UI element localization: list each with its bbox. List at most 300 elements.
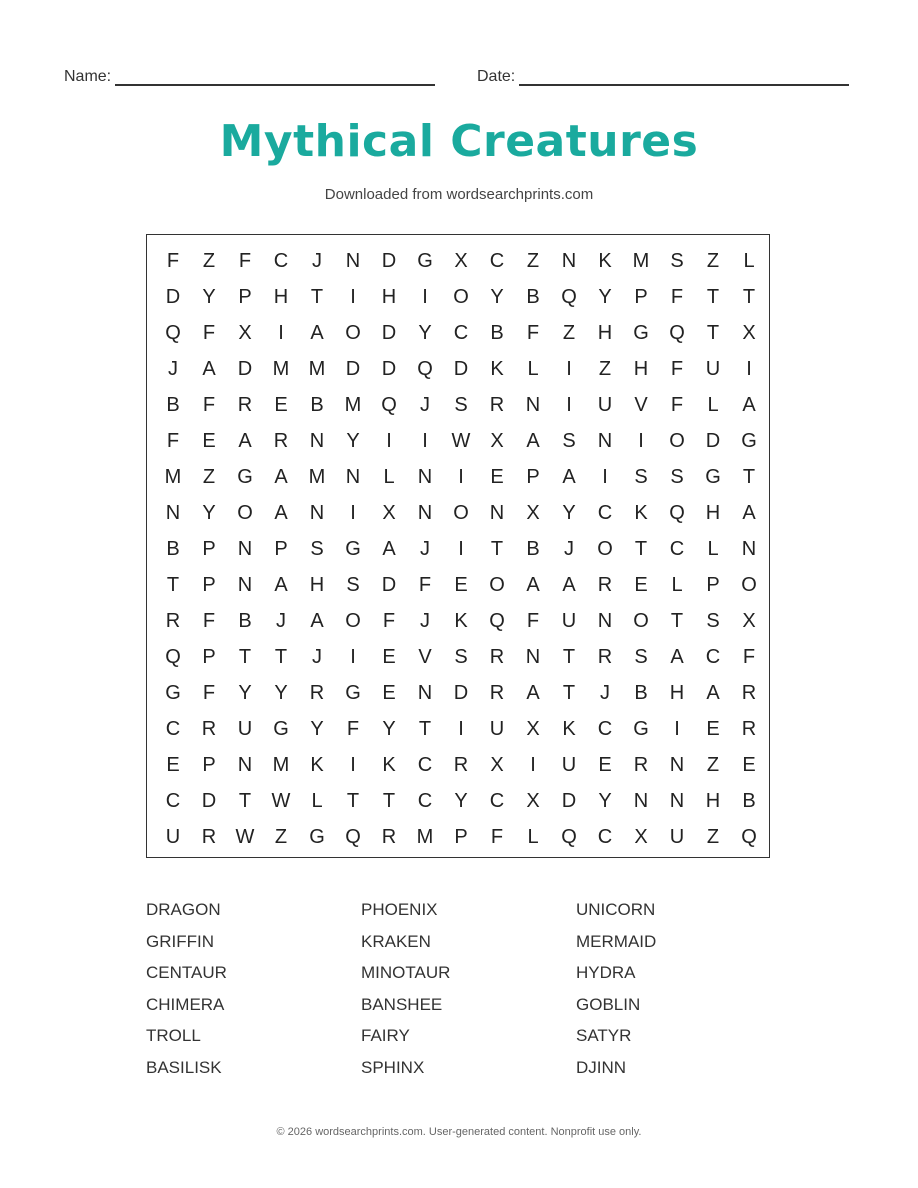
grid-letter[interactable]: Y xyxy=(310,717,324,740)
grid-letter[interactable]: U xyxy=(561,609,577,632)
grid-letter[interactable]: Z xyxy=(526,249,540,272)
grid-letter[interactable]: F xyxy=(418,573,432,596)
grid-letter[interactable]: A xyxy=(310,609,324,632)
grid-letter[interactable]: L xyxy=(527,357,539,380)
grid-letter[interactable]: T xyxy=(418,717,432,740)
grid-letter[interactable]: P xyxy=(274,537,288,560)
grid-letter[interactable]: T xyxy=(742,465,756,488)
grid-letter[interactable]: N xyxy=(417,465,433,488)
grid-letter[interactable]: D xyxy=(381,321,397,344)
grid-letter[interactable]: Z xyxy=(706,753,720,776)
grid-letter[interactable]: R xyxy=(633,753,649,776)
grid-letter[interactable]: N xyxy=(237,573,253,596)
name-field[interactable] xyxy=(64,68,435,86)
grid-letter[interactable]: R xyxy=(381,825,397,848)
grid-letter[interactable]: G xyxy=(237,465,253,488)
grid-letter[interactable]: U xyxy=(489,717,505,740)
grid-letter[interactable]: S xyxy=(670,249,684,272)
grid-letter[interactable]: X xyxy=(526,501,540,524)
grid-letter[interactable]: B xyxy=(490,321,504,344)
grid-letter[interactable]: M xyxy=(632,249,650,272)
grid-letter[interactable]: Y xyxy=(562,501,576,524)
grid-letter[interactable]: S xyxy=(706,609,720,632)
grid-letter[interactable]: Q xyxy=(669,501,685,524)
grid-letter[interactable]: N xyxy=(345,465,361,488)
grid-letter[interactable]: U xyxy=(597,393,613,416)
grid-letter[interactable]: J xyxy=(564,537,574,560)
grid-letter[interactable]: T xyxy=(382,789,396,812)
grid-letter[interactable]: B xyxy=(238,609,252,632)
grid-letter[interactable]: N xyxy=(669,753,685,776)
grid-letter[interactable]: K xyxy=(310,753,324,776)
grid-letter[interactable]: F xyxy=(742,645,756,668)
grid-letter[interactable]: Y xyxy=(490,285,504,308)
grid-row xyxy=(155,243,767,279)
grid-letter[interactable]: Q xyxy=(345,825,361,848)
grid-letter[interactable]: I xyxy=(566,357,572,380)
grid-letter[interactable]: F xyxy=(202,321,216,344)
grid-letter[interactable]: Q xyxy=(669,321,685,344)
grid-letter[interactable]: R xyxy=(237,393,253,416)
grid-letter[interactable]: Y xyxy=(598,789,612,812)
grid-letter[interactable]: X xyxy=(742,609,756,632)
grid-letter[interactable]: R xyxy=(201,825,217,848)
grid-letter[interactable]: S xyxy=(634,465,648,488)
grid-letter[interactable]: R xyxy=(597,573,613,596)
grid-letter[interactable]: C xyxy=(489,249,505,272)
grid-letter[interactable]: Z xyxy=(706,249,720,272)
grid-letter[interactable]: Y xyxy=(346,429,360,452)
grid-letter[interactable]: T xyxy=(490,537,504,560)
grid-letter[interactable]: F xyxy=(238,249,252,272)
grid-letter[interactable]: D xyxy=(453,681,469,704)
grid-letter[interactable]: C xyxy=(453,321,469,344)
grid-letter[interactable]: Y xyxy=(598,285,612,308)
grid-letter[interactable]: S xyxy=(670,465,684,488)
grid-letter[interactable]: C xyxy=(417,753,433,776)
grid-letter[interactable]: R xyxy=(597,645,613,668)
grid-letter[interactable]: O xyxy=(741,573,757,596)
grid-letter[interactable]: F xyxy=(166,429,180,452)
grid-letter[interactable]: O xyxy=(453,285,469,308)
grid-letter[interactable]: Z xyxy=(274,825,288,848)
grid-letter[interactable]: T xyxy=(166,573,180,596)
grid-letter[interactable]: S xyxy=(310,537,324,560)
grid-letter[interactable]: H xyxy=(633,357,649,380)
grid-letter[interactable]: Y xyxy=(202,501,216,524)
grid-letter[interactable]: P xyxy=(202,753,216,776)
grid-letter[interactable]: S xyxy=(454,393,468,416)
grid-letter[interactable]: Q xyxy=(165,645,181,668)
grid-letter[interactable]: S xyxy=(346,573,360,596)
grid-letter[interactable]: U xyxy=(561,753,577,776)
grid-letter[interactable]: P xyxy=(202,537,216,560)
grid-letter[interactable]: X xyxy=(490,429,504,452)
grid-letter[interactable]: O xyxy=(633,609,649,632)
grid-letter[interactable]: E xyxy=(202,429,216,452)
grid-letter[interactable]: N xyxy=(489,501,505,524)
grid-letter[interactable]: I xyxy=(386,429,392,452)
grid-letter[interactable]: Y xyxy=(382,717,396,740)
grid-letter[interactable]: A xyxy=(742,501,756,524)
grid-letter[interactable]: Y xyxy=(238,681,252,704)
grid-letter[interactable]: U xyxy=(165,825,181,848)
grid-letter[interactable]: E xyxy=(454,573,468,596)
grid-letter[interactable]: O xyxy=(345,321,361,344)
grid-letter[interactable]: J xyxy=(600,681,610,704)
grid-letter[interactable]: T xyxy=(742,285,756,308)
grid-letter[interactable]: I xyxy=(422,285,428,308)
grid-letter[interactable]: N xyxy=(237,753,253,776)
grid-letter[interactable]: E xyxy=(634,573,648,596)
grid-letter[interactable]: C xyxy=(597,501,613,524)
grid-letter[interactable]: K xyxy=(598,249,612,272)
grid-letter[interactable]: B xyxy=(310,393,324,416)
grid-letter[interactable]: V xyxy=(418,645,432,668)
grid-letter[interactable]: N xyxy=(237,537,253,560)
grid-letter[interactable]: N xyxy=(309,501,325,524)
grid-letter[interactable]: G xyxy=(705,465,721,488)
grid-letter[interactable]: I xyxy=(422,429,428,452)
grid-letter[interactable]: J xyxy=(312,645,322,668)
grid-letter[interactable]: F xyxy=(346,717,360,740)
grid-letter[interactable]: A xyxy=(526,573,540,596)
grid-letter[interactable]: G xyxy=(633,321,649,344)
grid-letter[interactable]: O xyxy=(453,501,469,524)
grid-letter[interactable]: H xyxy=(705,501,721,524)
grid-letter[interactable]: W xyxy=(235,825,255,848)
grid-letter[interactable]: G xyxy=(633,717,649,740)
grid-letter[interactable]: E xyxy=(742,753,756,776)
name-input-line[interactable] xyxy=(115,70,435,86)
grid-letter[interactable]: N xyxy=(669,789,685,812)
grid-letter[interactable]: A xyxy=(526,681,540,704)
grid-letter[interactable]: E xyxy=(274,393,288,416)
grid-letter[interactable]: B xyxy=(742,789,756,812)
grid-letter[interactable]: U xyxy=(669,825,685,848)
grid-letter[interactable]: T xyxy=(706,285,720,308)
grid-letter[interactable]: I xyxy=(638,429,644,452)
grid-letter[interactable]: G xyxy=(165,681,181,704)
grid-letter[interactable]: B xyxy=(526,537,540,560)
grid-letter[interactable]: B xyxy=(166,537,180,560)
grid-letter[interactable]: R xyxy=(489,393,505,416)
grid-letter[interactable]: C xyxy=(417,789,433,812)
grid-letter[interactable]: K xyxy=(454,609,468,632)
grid-row xyxy=(155,567,767,603)
grid-letter[interactable]: H xyxy=(597,321,613,344)
grid-letter[interactable]: I xyxy=(458,717,464,740)
grid-letter[interactable]: L xyxy=(383,465,395,488)
grid-letter[interactable]: Y xyxy=(274,681,288,704)
grid-letter[interactable]: D xyxy=(165,285,181,308)
grid-letter[interactable]: N xyxy=(165,501,181,524)
grid-letter[interactable]: G xyxy=(345,681,361,704)
grid-letter[interactable]: X xyxy=(526,717,540,740)
grid-letter[interactable]: Y xyxy=(202,285,216,308)
grid-letter[interactable]: F xyxy=(202,393,216,416)
grid-letter[interactable]: J xyxy=(168,357,178,380)
grid-letter[interactable]: I xyxy=(530,753,536,776)
grid-letter[interactable]: M xyxy=(164,465,182,488)
grid-letter[interactable]: H xyxy=(309,573,325,596)
grid-letter[interactable]: P xyxy=(238,285,252,308)
grid-letter[interactable]: E xyxy=(706,717,720,740)
grid-letter[interactable]: C xyxy=(273,249,289,272)
grid-letter[interactable]: I xyxy=(350,285,356,308)
grid-letter[interactable]: N xyxy=(345,249,361,272)
grid-letter[interactable]: P xyxy=(202,645,216,668)
grid-letter[interactable]: P xyxy=(526,465,540,488)
grid-letter[interactable]: G xyxy=(741,429,757,452)
grid-letter[interactable]: I xyxy=(458,537,464,560)
grid-letter[interactable]: M xyxy=(344,393,362,416)
grid-letter[interactable]: X xyxy=(526,789,540,812)
grid-letter[interactable]: M xyxy=(272,357,290,380)
grid-letter[interactable]: A xyxy=(526,429,540,452)
grid-letter[interactable]: T xyxy=(310,285,324,308)
grid-letter[interactable]: H xyxy=(273,285,289,308)
grid-letter[interactable]: D xyxy=(237,357,253,380)
grid-letter[interactable]: M xyxy=(272,753,290,776)
grid-letter[interactable]: K xyxy=(490,357,504,380)
grid-letter[interactable]: L xyxy=(671,573,683,596)
grid-letter[interactable]: A xyxy=(274,465,288,488)
grid-letter[interactable]: F xyxy=(490,825,504,848)
grid-letter[interactable]: J xyxy=(276,609,286,632)
grid-letter[interactable]: H xyxy=(381,285,397,308)
grid-letter[interactable]: F xyxy=(670,357,684,380)
grid-letter[interactable]: G xyxy=(273,717,289,740)
date-field[interactable] xyxy=(477,68,849,86)
grid-letter[interactable]: X xyxy=(634,825,648,848)
grid-letter[interactable]: X xyxy=(454,249,468,272)
grid-letter[interactable]: C xyxy=(597,717,613,740)
grid-letter[interactable]: C xyxy=(705,645,721,668)
grid-letter[interactable]: J xyxy=(312,249,322,272)
grid-letter[interactable]: O xyxy=(237,501,253,524)
grid-letter[interactable]: Z xyxy=(202,465,216,488)
grid-letter[interactable]: N xyxy=(309,429,325,452)
grid-letter[interactable]: X xyxy=(490,753,504,776)
grid-letter[interactable]: Q xyxy=(381,393,397,416)
grid-letter[interactable]: A xyxy=(562,465,576,488)
grid-letter[interactable]: I xyxy=(350,645,356,668)
grid-letter[interactable]: F xyxy=(526,609,540,632)
grid-letter[interactable]: W xyxy=(451,429,471,452)
grid-letter[interactable]: T xyxy=(562,645,576,668)
grid-letter[interactable]: T xyxy=(634,537,648,560)
word-list-item: MERMAID xyxy=(576,931,657,951)
grid-letter[interactable]: D xyxy=(381,249,397,272)
grid-letter[interactable]: N xyxy=(597,429,613,452)
grid-letter[interactable]: Z xyxy=(598,357,612,380)
grid-letter[interactable]: N xyxy=(633,789,649,812)
grid-letter[interactable]: Z xyxy=(562,321,576,344)
grid-letter[interactable]: K xyxy=(562,717,576,740)
grid-letter[interactable]: S xyxy=(562,429,576,452)
grid-letter[interactable]: A xyxy=(202,357,216,380)
grid-letter[interactable]: L xyxy=(707,537,719,560)
grid-letter[interactable]: J xyxy=(420,537,430,560)
grid-letter[interactable]: D xyxy=(561,789,577,812)
grid-letter[interactable]: C xyxy=(489,789,505,812)
grid-letter[interactable]: A xyxy=(274,501,288,524)
grid-letter[interactable]: M xyxy=(308,357,326,380)
grid-letter[interactable]: P xyxy=(454,825,468,848)
grid-letter[interactable]: T xyxy=(238,789,252,812)
grid-letter[interactable]: E xyxy=(382,645,396,668)
grid-letter[interactable]: O xyxy=(489,573,505,596)
grid-letter[interactable]: T xyxy=(274,645,288,668)
grid-letter[interactable]: P xyxy=(202,573,216,596)
grid-letter[interactable]: I xyxy=(350,753,356,776)
grid-letter[interactable]: I xyxy=(674,717,680,740)
grid-letter[interactable]: I xyxy=(458,465,464,488)
grid-letter[interactable]: I xyxy=(746,357,752,380)
grid-letter[interactable]: X xyxy=(742,321,756,344)
grid-letter[interactable]: N xyxy=(561,249,577,272)
grid-letter[interactable]: F xyxy=(670,285,684,308)
grid-letter[interactable]: S xyxy=(454,645,468,668)
grid-row xyxy=(155,603,767,639)
grid-letter[interactable]: H xyxy=(669,681,685,704)
grid-letter[interactable]: C xyxy=(597,825,613,848)
grid-letter[interactable]: A xyxy=(742,393,756,416)
grid-letter[interactable]: F xyxy=(526,321,540,344)
grid-letter[interactable]: F xyxy=(382,609,396,632)
grid-letter[interactable]: F xyxy=(202,681,216,704)
grid-letter[interactable]: L xyxy=(707,393,719,416)
grid-letter[interactable]: N xyxy=(597,609,613,632)
grid-letter[interactable]: Q xyxy=(561,285,577,308)
grid-letter[interactable]: P xyxy=(706,573,720,596)
grid-letter[interactable]: A xyxy=(274,573,288,596)
grid-letter[interactable]: G xyxy=(417,249,433,272)
grid-letter[interactable]: C xyxy=(165,717,181,740)
grid-letter[interactable]: A xyxy=(562,573,576,596)
grid-letter[interactable]: Y xyxy=(418,321,432,344)
grid-letter[interactable]: Q xyxy=(489,609,505,632)
grid-letter[interactable]: G xyxy=(345,537,361,560)
grid-letter[interactable]: I xyxy=(566,393,572,416)
grid-letter[interactable]: Z xyxy=(706,825,720,848)
grid-letter[interactable]: D xyxy=(381,573,397,596)
grid-letter[interactable]: R xyxy=(741,717,757,740)
grid-letter[interactable]: E xyxy=(598,753,612,776)
grid-letter[interactable]: O xyxy=(597,537,613,560)
grid-letter[interactable]: B xyxy=(634,681,648,704)
grid-letter[interactable]: R xyxy=(489,645,505,668)
grid-letter[interactable]: C xyxy=(165,789,181,812)
grid-letter[interactable]: S xyxy=(634,645,648,668)
word-list-item: KRAKEN xyxy=(361,931,431,951)
grid-letter[interactable]: F xyxy=(166,249,180,272)
grid-letter[interactable]: T xyxy=(346,789,360,812)
grid-letter[interactable]: N xyxy=(741,537,757,560)
word-search-grid xyxy=(146,234,770,858)
grid-letter[interactable]: A xyxy=(310,321,324,344)
grid-letter[interactable]: M xyxy=(308,465,326,488)
grid-letter[interactable]: D xyxy=(381,357,397,380)
grid-letter[interactable]: P xyxy=(634,285,648,308)
grid-letter[interactable]: E xyxy=(382,681,396,704)
grid-letter[interactable]: N xyxy=(525,393,541,416)
grid-letter[interactable]: V xyxy=(634,393,648,416)
grid-letter[interactable]: Q xyxy=(165,321,181,344)
grid-letter[interactable]: D xyxy=(345,357,361,380)
grid-letter[interactable]: H xyxy=(705,789,721,812)
grid-letter[interactable]: F xyxy=(670,393,684,416)
grid-letter[interactable]: C xyxy=(669,537,685,560)
grid-letter[interactable]: L xyxy=(743,249,755,272)
grid-letter[interactable]: T xyxy=(238,645,252,668)
date-input-line[interactable] xyxy=(519,70,849,86)
grid-letter[interactable]: A xyxy=(238,429,252,452)
grid-letter[interactable]: W xyxy=(271,789,291,812)
grid-letter[interactable]: Z xyxy=(202,249,216,272)
grid-letter[interactable]: Q xyxy=(417,357,433,380)
grid-letter[interactable]: O xyxy=(345,609,361,632)
grid-letter[interactable]: K xyxy=(634,501,648,524)
grid-letter[interactable]: T xyxy=(706,321,720,344)
grid-letter[interactable]: A xyxy=(670,645,684,668)
grid-letter[interactable]: K xyxy=(382,753,396,776)
grid-letter[interactable]: U xyxy=(237,717,253,740)
grid-letter[interactable]: L xyxy=(527,825,539,848)
grid-letter[interactable]: D xyxy=(705,429,721,452)
grid-letter[interactable]: T xyxy=(562,681,576,704)
grid-letter[interactable]: O xyxy=(669,429,685,452)
grid-letter[interactable]: J xyxy=(420,609,430,632)
grid-letter[interactable]: Q xyxy=(561,825,577,848)
grid-letter[interactable]: F xyxy=(202,609,216,632)
grid-letter[interactable]: Q xyxy=(741,825,757,848)
grid-letter[interactable]: M xyxy=(416,825,434,848)
grid-letter[interactable]: R xyxy=(489,681,505,704)
grid-letter[interactable]: E xyxy=(166,753,180,776)
grid-letter[interactable]: E xyxy=(490,465,504,488)
grid-letter[interactable]: U xyxy=(705,357,721,380)
grid-letter[interactable]: A xyxy=(706,681,720,704)
grid-letter[interactable]: J xyxy=(420,393,430,416)
grid-letter[interactable]: I xyxy=(350,501,356,524)
grid-letter[interactable]: D xyxy=(201,789,217,812)
grid-letter[interactable]: R xyxy=(273,429,289,452)
grid-letter[interactable]: I xyxy=(278,321,284,344)
grid-letter[interactable]: L xyxy=(311,789,323,812)
grid-letter[interactable]: R xyxy=(453,753,469,776)
grid-letter[interactable]: T xyxy=(670,609,684,632)
grid-letter[interactable]: R xyxy=(201,717,217,740)
grid-letter[interactable]: X xyxy=(238,321,252,344)
grid-letter[interactable]: G xyxy=(309,825,325,848)
grid-letter[interactable]: X xyxy=(382,501,396,524)
grid-letter[interactable]: B xyxy=(166,393,180,416)
grid-letter[interactable]: Y xyxy=(454,789,468,812)
grid-letter[interactable]: R xyxy=(741,681,757,704)
page-subtitle: Downloaded from wordsearchprints.com xyxy=(324,186,594,203)
grid-letter[interactable]: A xyxy=(382,537,396,560)
grid-letter[interactable]: N xyxy=(417,501,433,524)
grid-letter[interactable]: N xyxy=(417,681,433,704)
grid-letter[interactable]: N xyxy=(525,645,541,668)
grid-letter[interactable]: I xyxy=(602,465,608,488)
grid-letter[interactable]: R xyxy=(309,681,325,704)
grid-letter[interactable]: B xyxy=(526,285,540,308)
grid-letter[interactable]: R xyxy=(165,609,181,632)
grid-letter[interactable]: D xyxy=(453,357,469,380)
